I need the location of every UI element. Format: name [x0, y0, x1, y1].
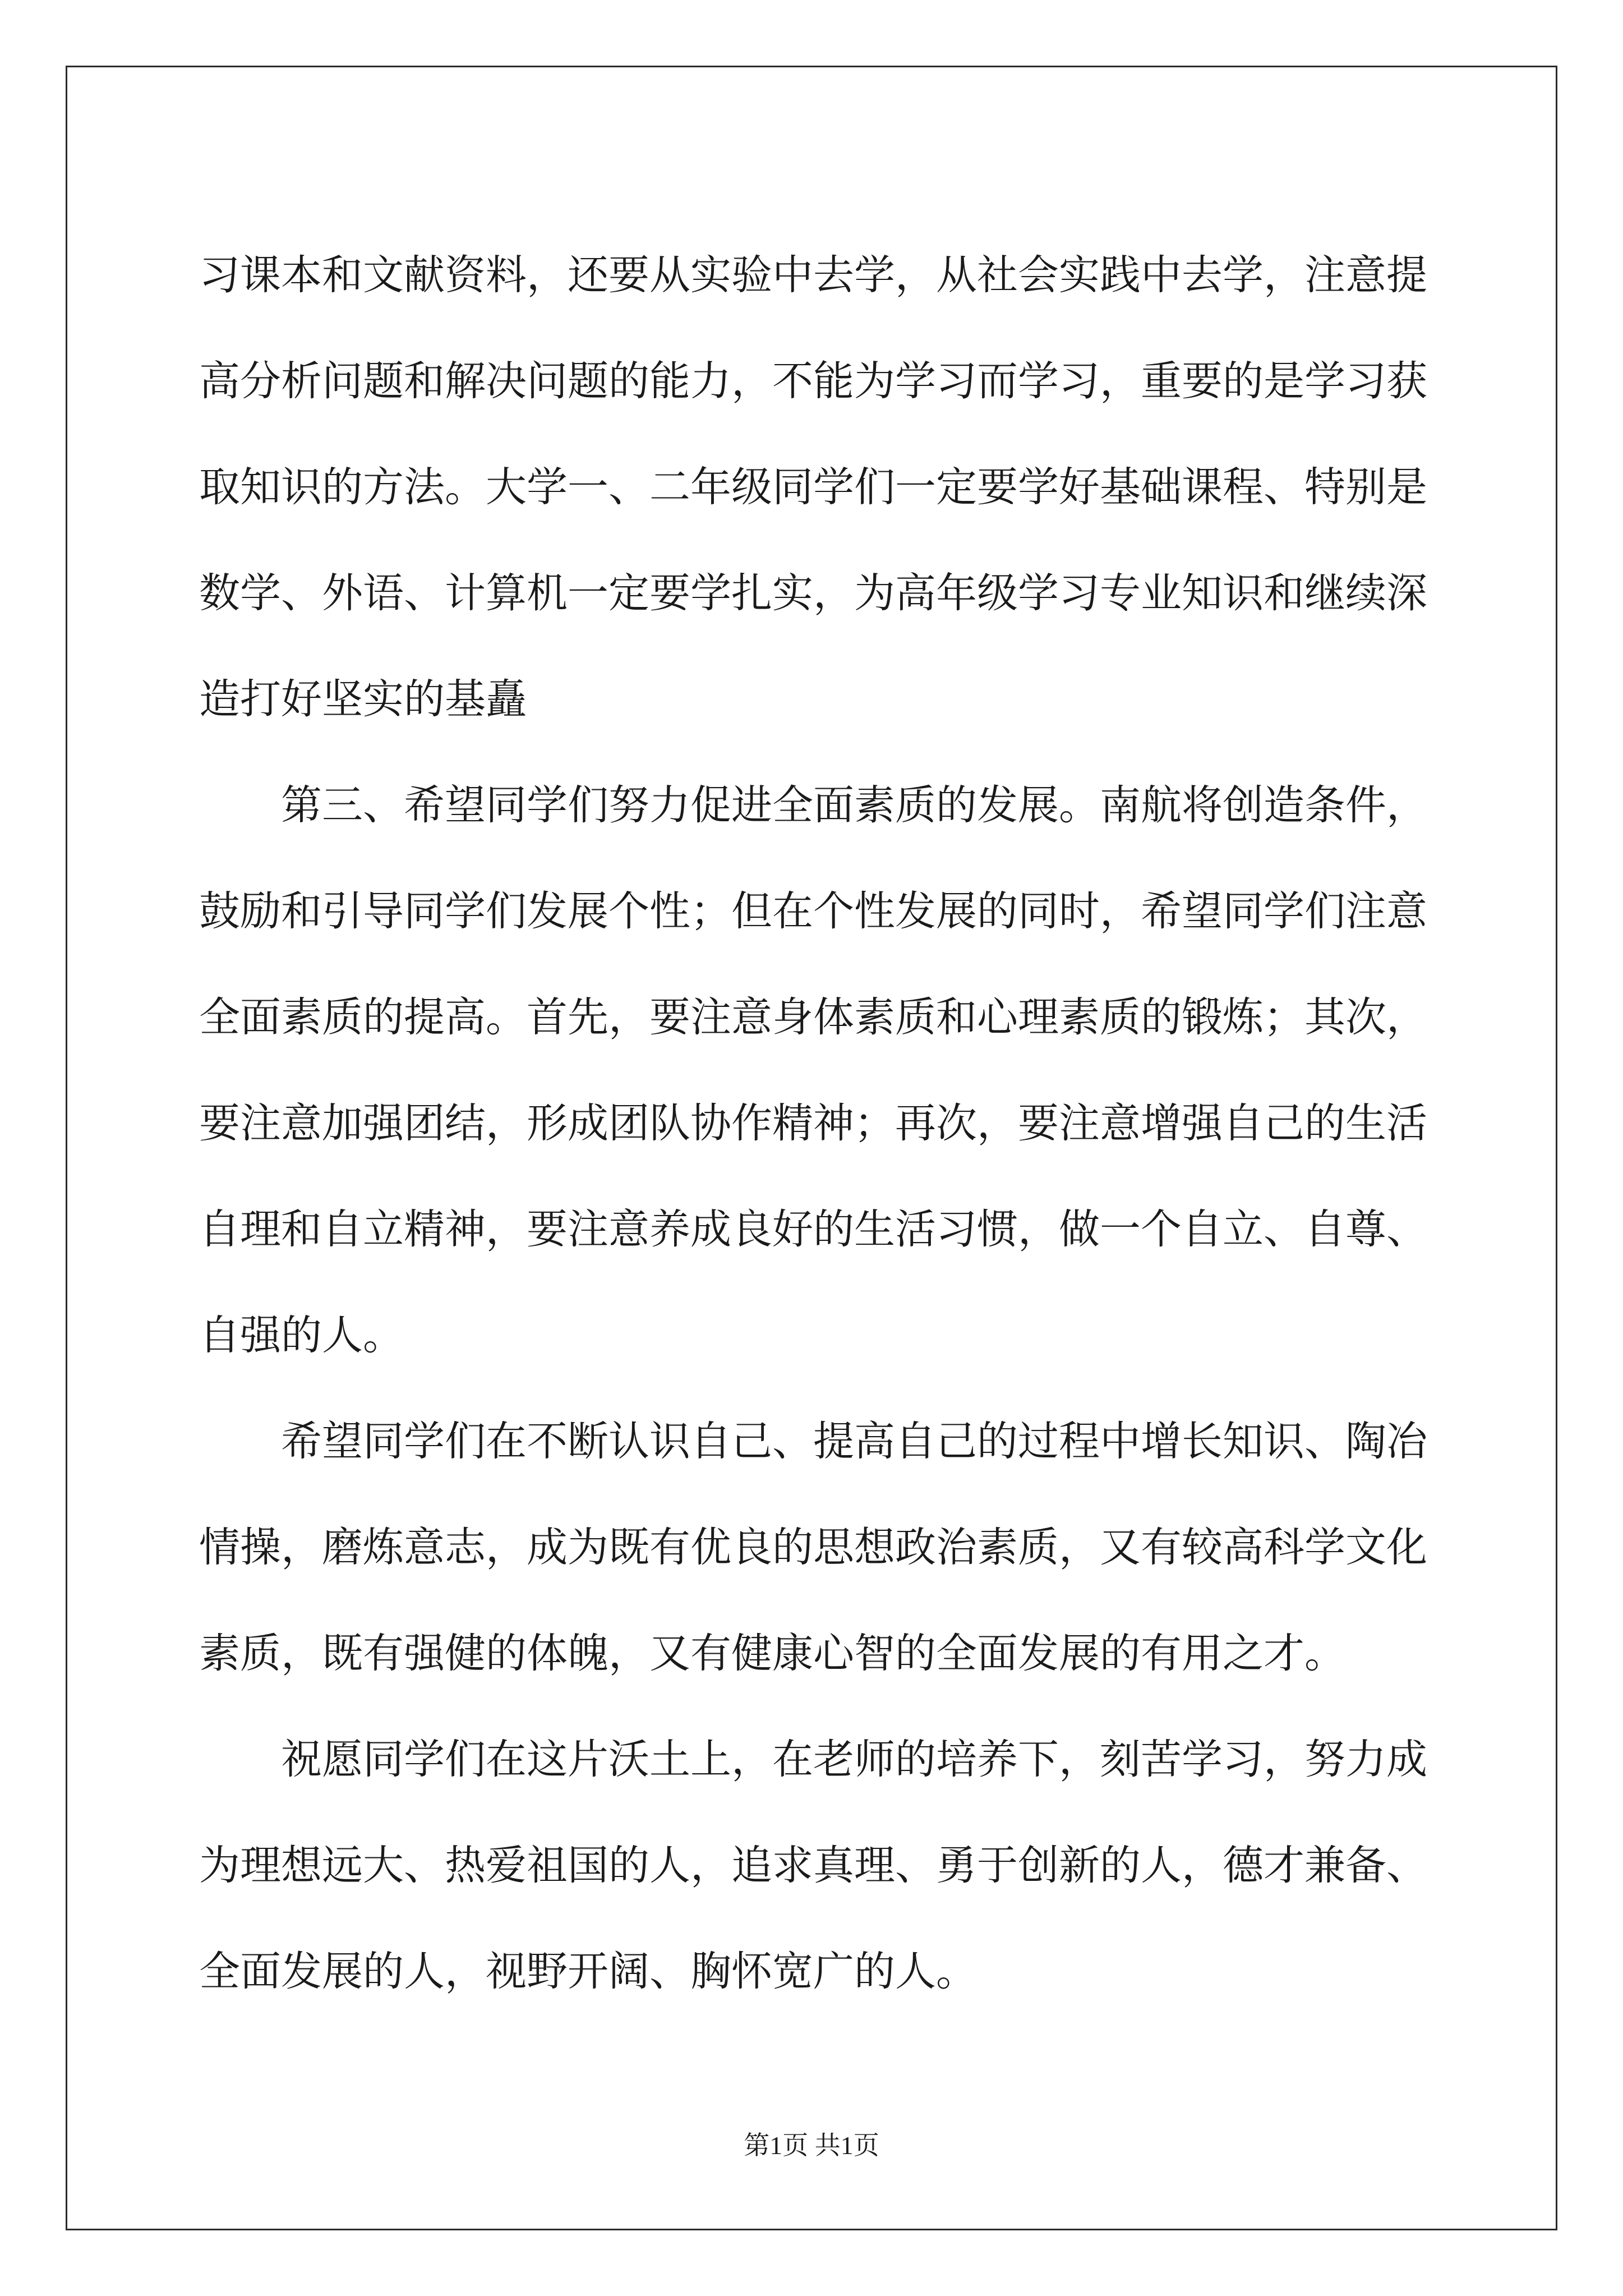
paragraph-wishes: 祝愿同学们在这片沃土上，在老师的培养下，刻苦学习，努力成为理想远大、热爱祖国的人，追求真理、勇于创新的人，德才兼备、全面发展的人，视野开阔、胸怀宽广的人。: [199, 1736, 1427, 1995]
paragraph-continued: 习课本和文献资料，还要从实验中去学，从社会实践中去学，注意提高分析问题和解决问题的能力，不能为学习而学习，重要的是学习获取知识的方法。大学一、二年级同学们一定要学好基础课程、特别是数学、外语、计算机一定要学扎实，为高年级学习专业知识和继续深造打好坚实的基矗: [199, 251, 1427, 723]
paragraph-hope: 希望同学们在不断认识自己、提高自己的过程中增长知识、陶冶情操，磨炼意志，成为既有优良的思想政治素质，又有较高科学文化素质，既有强健的体魄，又有健康心智的全面发展的有用之才。: [199, 1418, 1427, 1677]
page-number-footer: 第1页 共1页: [744, 2131, 879, 2160]
document-body: [199, 222, 1427, 2024]
paragraph-third-point: 第三、希望同学们努力促进全面素质的发展。南航将创造条件，鼓励和引导同学们发展个性；但在个性发展的同时，希望同学们注意全面素质的提高。首先，要注意身体素质和心理素质的锻炼；其次，要注意加强团结，形成团队协作精神；再次，要注意增强自己的生活自理和自立精神，要注意养成良好的生活习惯，做一个自立、自尊、自强的人。: [199, 781, 1427, 1359]
